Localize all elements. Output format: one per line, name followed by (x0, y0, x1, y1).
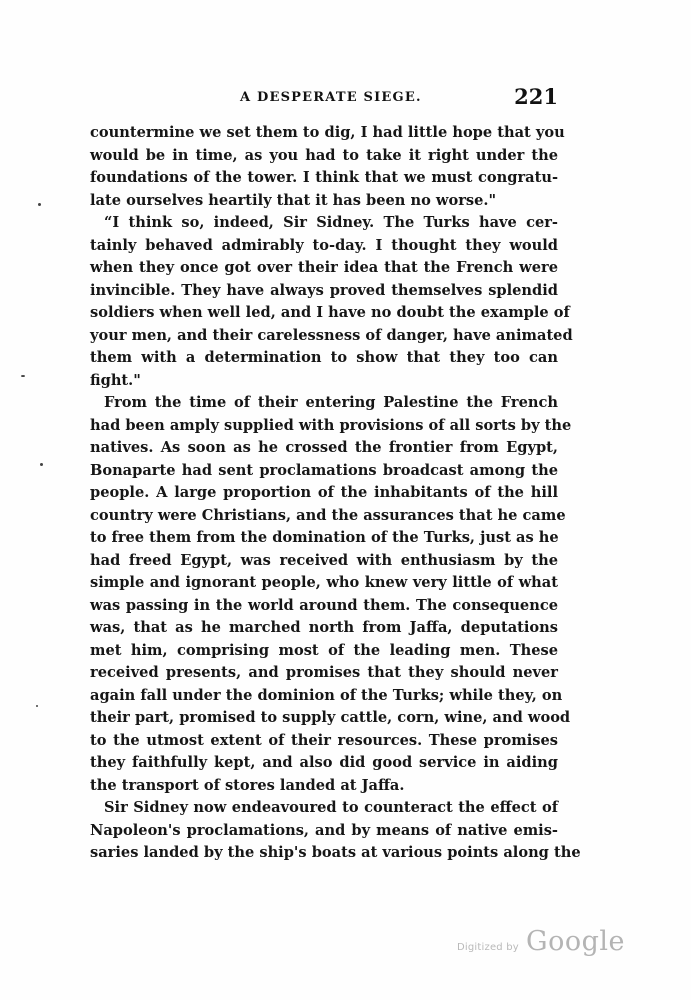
paragraph-1 (90, 122, 565, 212)
text-line: country were Christians, and the assurances that he came (90, 506, 566, 524)
text-line: From the time of their entering Palestine the French (104, 394, 558, 411)
text-line: your men, and their carelessness of danger, have animated (90, 326, 573, 344)
text-line: Napoleon's proclamations, and by means of native emis- (90, 821, 558, 839)
digitized-prefix: Digitized by (457, 942, 519, 953)
scan-speck (21, 375, 25, 377)
text-line: was, that as he marched north from Jaffa, deputations (90, 619, 558, 636)
text-line: fight." (90, 371, 141, 389)
text-line: “I think so, indeed, Sir Sidney. The Turks have cer- (104, 214, 558, 231)
text-line: Bonaparte had sent proclamations broadcast among the (90, 461, 558, 479)
text-line: natives. As soon as he crossed the frontier from Egypt, (90, 439, 558, 456)
scan-speck (38, 203, 41, 206)
body-text (90, 122, 581, 865)
text-line: countermine we set them to dig, I had little hope that you (90, 124, 565, 141)
text-line: they faithfully kept, and also did good service in aiding (90, 754, 558, 771)
text-line: the transport of stores landed at Jaffa. (90, 776, 405, 794)
text-line: soldiers when well led, and I have no doubt the example of (90, 304, 570, 321)
scan-speck (36, 705, 38, 707)
text-line: simple and ignorant people, who knew very little of what (90, 574, 558, 591)
text-line: invincible. They have always proved themselves splendid (90, 281, 558, 299)
text-line: received presents, and promises that they should never (90, 664, 558, 681)
text-line: had freed Egypt, was received with enthusiasm by the (90, 551, 558, 569)
text-line: their part, promised to supply cattle, corn, wine, and wood (90, 709, 571, 726)
google-logo: Google (526, 926, 625, 957)
text-line: late ourselves heartily that it has been no worse." (90, 191, 497, 209)
paragraph-2 (90, 212, 573, 392)
text-line: to free them from the domination of the Turks, just as he (90, 529, 559, 546)
text-line: to the utmost extent of their resources. These promises (90, 731, 558, 749)
text-line: foundations of the tower. I think that we must congratu- (90, 169, 558, 186)
paragraph-3 (90, 392, 572, 797)
text-line: was passing in the world around them. The consequence (90, 596, 558, 614)
text-line: again fall under the dominion of the Turks; while they, on (90, 686, 563, 704)
digitized-watermark (457, 926, 625, 957)
paragraph-4 (90, 797, 581, 865)
running-head: A DESPERATE SIEGE. (240, 90, 422, 105)
scan-speck (40, 463, 43, 466)
text-line: had been amply supplied with provisions of all sorts by the (90, 416, 572, 434)
text-line: people. A large proportion of the inhabitants of the hill (90, 484, 558, 501)
text-line: saries landed by the ship's boats at various points along the (90, 844, 581, 861)
text-line: Sir Sidney now endeavoured to counteract the effect of (104, 799, 558, 816)
page-number: 221 (514, 84, 558, 109)
text-line: would be in time, as you had to take it right under the (90, 146, 558, 164)
text-line: when they once got over their idea that the French were (90, 259, 558, 276)
text-line: tainly behaved admirably to-day. I thought they would (90, 236, 558, 254)
text-line: them with a determination to show that they too can (90, 349, 558, 366)
text-line: met him, comprising most of the leading men. These (90, 641, 558, 659)
page-header (90, 86, 558, 116)
